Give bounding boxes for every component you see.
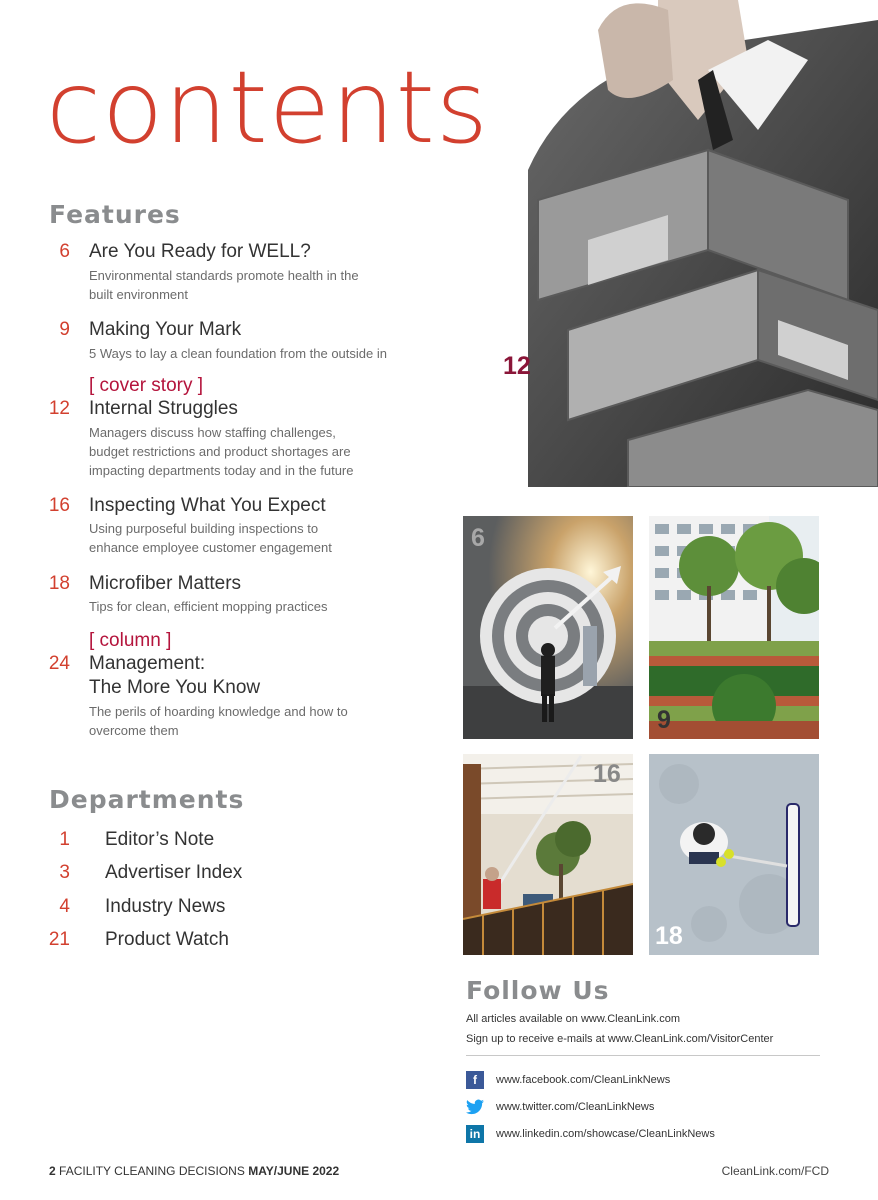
feature-title: Management: (89, 653, 206, 674)
feature-title: Inspecting What You Expect (89, 495, 326, 516)
feature-page-number: 18 (48, 573, 70, 594)
department-title: Editor’s Note (105, 829, 215, 850)
feature-desc: enhance employee customer engagement (89, 540, 332, 555)
department-entry-1[interactable] (40, 828, 214, 852)
feature-entry-2[interactable] (40, 318, 410, 363)
follow-us-section (466, 976, 820, 1147)
department-entry-4[interactable] (40, 928, 229, 952)
footer-issue-date: MAY/JUNE 2022 (248, 1164, 340, 1178)
facebook-icon: f (466, 1071, 484, 1089)
social-twitter[interactable] (466, 1093, 820, 1120)
department-title: Industry News (105, 896, 226, 917)
column-tag: [ column ] (89, 630, 172, 651)
twitter-icon (466, 1098, 484, 1116)
departments-heading: Departments (49, 785, 245, 814)
social-linkedin[interactable] (466, 1120, 820, 1147)
photo-page-badge: 9 (657, 706, 671, 734)
feature-desc: overcome them (89, 723, 179, 738)
feature-desc: Using purposeful building inspections to (89, 521, 319, 536)
photo-target[interactable] (463, 516, 633, 739)
follow-us-heading: Follow Us (466, 976, 610, 1005)
feature-title: Making Your Mark (89, 319, 242, 340)
department-title: Advertiser Index (105, 862, 243, 883)
department-entry-2[interactable] (40, 861, 242, 885)
masthead-title: contents (46, 49, 489, 166)
feature-desc: budget restrictions and product shortages are (89, 444, 351, 459)
social-facebook[interactable] (466, 1066, 820, 1093)
footer-magazine-name: FACILITY CLEANING DECISIONS (59, 1164, 245, 1178)
department-entry-3[interactable] (40, 895, 225, 919)
department-page-number: 1 (59, 829, 70, 850)
garden-illustration (649, 516, 819, 739)
target-illustration (463, 516, 633, 739)
linkedin-icon: in (466, 1125, 484, 1143)
feature-title: The More You Know (89, 677, 261, 698)
feature-page-number: 12 (48, 398, 70, 419)
divider (466, 1055, 820, 1056)
facebook-link[interactable]: www.facebook.com/CleanLinkNews (496, 1073, 671, 1086)
feature-page-number: 24 (48, 653, 70, 674)
footer-issue-info (49, 1164, 339, 1178)
twitter-link[interactable]: www.twitter.com/CleanLinkNews (496, 1100, 655, 1113)
photo-mopping[interactable] (649, 754, 819, 955)
linkedin-link[interactable]: www.linkedin.com/showcase/CleanLinkNews (496, 1127, 715, 1140)
feature-desc: built environment (89, 287, 188, 302)
department-page-number: 4 (59, 896, 70, 917)
articles-availability-text: All articles available on www.CleanLink.com (466, 1013, 680, 1025)
feature-title: Are You Ready for WELL? (89, 241, 311, 262)
feature-entry-5[interactable] (40, 572, 410, 616)
department-page-number: 3 (59, 862, 70, 883)
features-heading: Features (49, 200, 181, 229)
feature-desc: impacting departments today and in the future (89, 463, 354, 478)
feature-page-number: 9 (59, 319, 70, 340)
feature-page-number: 6 (59, 241, 70, 262)
photo-page-badge: 6 (471, 524, 485, 552)
feature-desc: Managers discuss how staffing challenges, (89, 425, 336, 440)
footer-site-link[interactable]: CleanLink.com/FCD (721, 1164, 829, 1178)
feature-entry-1[interactable] (40, 240, 410, 304)
feature-desc: Tips for clean, efficient mopping practices (89, 599, 328, 614)
feature-desc: The perils of hoarding knowledge and how to (89, 704, 348, 719)
feature-desc: 5 Ways to lay a clean foundation from the outside in (89, 346, 387, 361)
footer-page-number: 2 (49, 1164, 56, 1178)
department-title: Product Watch (105, 929, 229, 950)
cover-photo (508, 0, 878, 487)
cover-illustration (508, 0, 878, 487)
photo-garden[interactable] (649, 516, 819, 739)
photo-page-badge: 18 (655, 922, 683, 950)
feature-title: Internal Struggles (89, 398, 238, 419)
department-page-number: 21 (48, 929, 70, 950)
cover-page-badge: 12 (503, 352, 531, 380)
photo-window-cleaning[interactable] (463, 754, 633, 955)
feature-title: Microfiber Matters (89, 573, 242, 594)
feature-desc: Environmental standards promote health in the (89, 268, 359, 283)
feature-page-number: 16 (48, 495, 70, 516)
feature-entry-4[interactable] (40, 494, 410, 557)
feature-entry-3[interactable] (40, 375, 410, 480)
feature-entry-6[interactable] (40, 630, 410, 740)
cover-story-tag: [ cover story ] (89, 375, 204, 396)
email-signup-text: Sign up to receive e-mails at www.CleanLink.com/VisitorCenter (466, 1033, 774, 1045)
photo-page-badge: 16 (593, 760, 621, 788)
